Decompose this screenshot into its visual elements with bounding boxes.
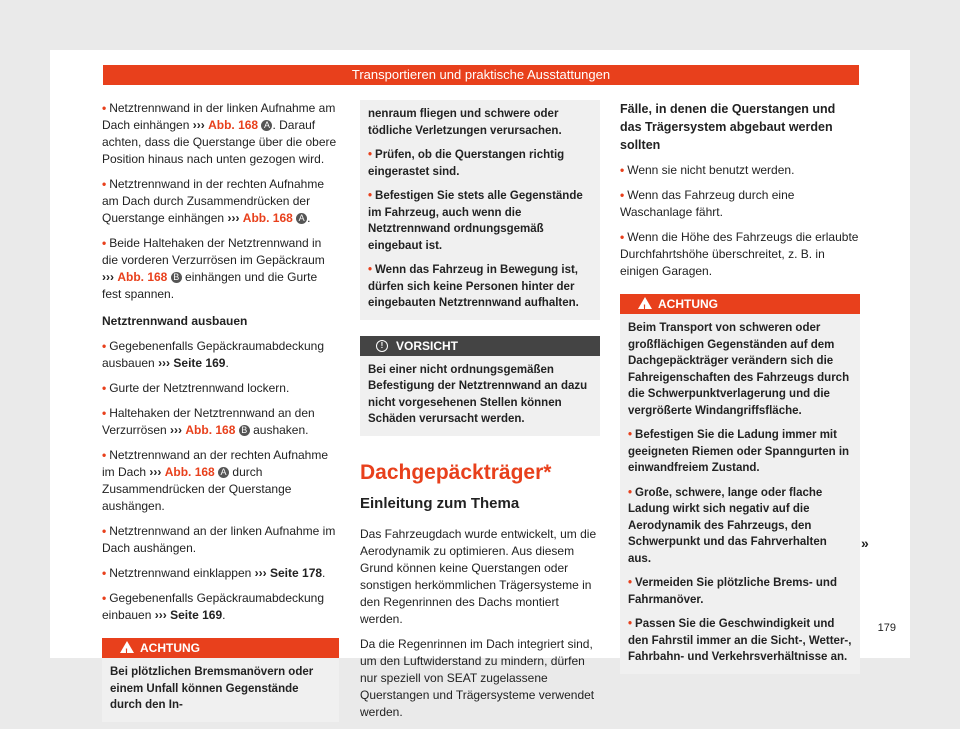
page-link[interactable]: Seite 169 bbox=[170, 608, 223, 622]
step-item: • Beide Haltehaken der Netztrennwand in die vorderen Verzurrösen im Gepäckraum ››› Abb. 168 B einhängen und die Gurte fest spannen. bbox=[102, 236, 325, 301]
section-subtitle: Einleitung zum Thema bbox=[360, 494, 520, 512]
caution-box: ! VORSICHT Bei einer nicht ordnungsgemäßen Befestigung der Netztrennwand an dazu nicht vorgesehenen Stellen können Schäden verursacht werden. bbox=[360, 336, 600, 436]
page-header: Transportieren und praktische Ausstattungen bbox=[103, 65, 859, 85]
column-right bbox=[620, 100, 860, 674]
label-b: B bbox=[239, 425, 250, 436]
list-item: • Wenn das Fahrzeug durch eine Waschanlage fährt. bbox=[620, 188, 795, 219]
label-a: A bbox=[218, 467, 229, 478]
column-middle bbox=[360, 100, 600, 729]
page-link[interactable]: Seite 169 bbox=[173, 356, 226, 370]
label-b: B bbox=[171, 272, 182, 283]
step-item: • Gegebenenfalls Gepäckraumabdeckung einbauen ››› Seite 169. bbox=[102, 591, 325, 622]
step-item: • Netztrennwand in der rechten Aufnahme am Dach durch Zusammendrücken der Querstange einhängen ››› Abb. 168 A . bbox=[102, 177, 325, 225]
label-a: A bbox=[296, 213, 307, 224]
step-item: • Netztrennwand in der linken Aufnahme am Dach einhängen ››› Abb. 168 A . Darauf achten, dass die Querstange über die obere Position hinaus nach unten gezogen wird. bbox=[102, 101, 337, 166]
figure-link[interactable]: Abb. 168 bbox=[185, 423, 236, 437]
list-item: • Wenn die Höhe des Fahrzeugs die erlaubte Durchfahrtshöhe überschreitet, z. B. in einigen Garagen. bbox=[620, 230, 859, 278]
step-item: • Netztrennwand an der linken Aufnahme im Dach aushängen. bbox=[102, 524, 336, 555]
page-link[interactable]: Seite 178 bbox=[270, 566, 323, 580]
continue-arrow-icon: » bbox=[861, 535, 869, 551]
page-number: 179 bbox=[877, 622, 896, 634]
step-item: • Netztrennwand einklappen ››› Seite 178. bbox=[102, 566, 326, 580]
paragraph: Da die Regenrinnen im Dach integriert sind, um den Luftwiderstand zu mindern, dürfen nur speziell von SEAT zugelassene Querstangen und Trägersysteme verwendet werden. bbox=[360, 636, 595, 719]
subheading: Netztrennwand ausbauen bbox=[102, 314, 248, 328]
figure-link[interactable]: Abb. 168 bbox=[242, 211, 293, 225]
subheading: Fälle, in denen die Querstangen und das Trägersystem abgebaut werden sollten bbox=[620, 102, 836, 152]
step-item: • Haltehaken der Netztrennwand an den Verzurrösen ››› Abb. 168 B aushaken. bbox=[102, 406, 315, 437]
info-icon: ! bbox=[376, 340, 388, 352]
warning-box: ! ACHTUNG Bei plötzlichen Bremsmanövern oder einem Unfall können Gegenstände durch den In- bbox=[102, 638, 339, 722]
label-a: A bbox=[261, 120, 272, 131]
step-item: • Gegebenenfalls Gepäckraumabdeckung ausbauen ››› Seite 169. bbox=[102, 339, 325, 370]
figure-link[interactable]: Abb. 168 bbox=[208, 118, 259, 132]
list-item: • Wenn sie nicht benutzt werden. bbox=[620, 163, 795, 177]
warning-icon bbox=[120, 641, 134, 653]
warning-box: ! ACHTUNG Beim Transport von schweren oder großflächigen Gegenständen auf dem Dachgepäckträger verändern sich die Fahreigenschaften des Fahrzeugs durch die Schwerpunktverlagerung und die vergrößerte Windangriffsfläche. • Befestigen Sie die Ladung immer mit geeigneten Riemen oder Spanngurten in einwandfreiem Zustand. • Große, schwere, lange oder flache Ladung wirkt sich negativ auf die Aerodynamik des Fahrzeugs, den Schwerpunkt und das Fahrverhalten aus. • Vermeiden Sie plötzliche Brems- und Fahrmanöver. • Passen Sie die Geschwindigkeit und den Fahrstil immer an die Sicht-, Wetter-, Fahrbahn- und Verkehrsverhältnisse an. bbox=[620, 294, 860, 674]
figure-link[interactable]: Abb. 168 bbox=[164, 465, 215, 479]
step-item: • Netztrennwand an der rechten Aufnahme im Dach ››› Abb. 168 A durch Zusammendrücken der Querstange aushängen. bbox=[102, 448, 329, 513]
warning-box-continued: nenraum fliegen und schwere oder tödliche Verletzungen verursachen. • Prüfen, ob die Querstangen richtig eingerastet sind. • Befestigen Sie stets alle Gegenstände im Fahrzeug, auch wenn die Netztrennwand ordnungsgemäß eingebaut ist. • Wenn das Fahrzeug in Bewegung ist, dürfen sich keine Personen hinter der eingebauten Netztrennwand aufhalten. bbox=[360, 100, 600, 320]
paragraph: Das Fahrzeugdach wurde entwickelt, um die Aerodynamik zu optimieren. Aus diesem Grund können keine Querstangen oder sonstigen herkömmlichen Trägersysteme in den Regenrinnen des Dachs montiert werden. bbox=[360, 526, 597, 626]
figure-link[interactable]: Abb. 168 bbox=[117, 270, 168, 284]
section-title: Dachgepäckträger* bbox=[360, 460, 552, 484]
column-left bbox=[102, 100, 339, 722]
warning-icon bbox=[638, 297, 652, 309]
step-item: • Gurte der Netztrennwand lockern. bbox=[102, 381, 290, 395]
